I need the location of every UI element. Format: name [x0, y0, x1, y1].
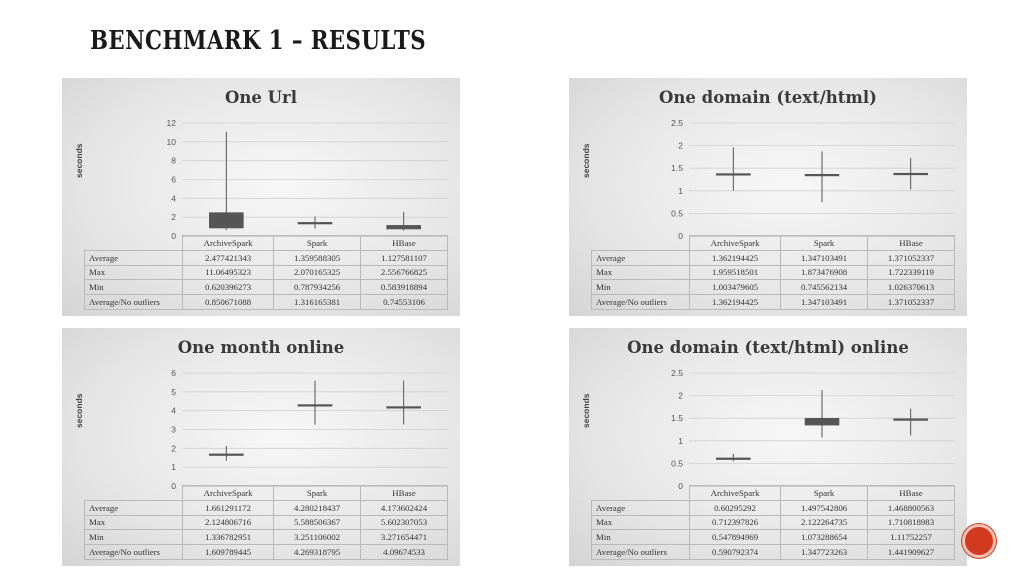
row-label: Average/No outliers: [85, 545, 183, 560]
y-tick-label: 3: [171, 424, 176, 435]
table-cell: 1.347723263: [781, 545, 868, 560]
table-row: [592, 265, 955, 280]
table-cell: 4.09674533: [361, 545, 448, 560]
y-tick-label: 2.5: [671, 368, 683, 378]
column-header: HBase: [361, 486, 448, 501]
table-cell: 4.269318795: [274, 545, 361, 560]
table-cell: 0.583918894: [361, 280, 448, 295]
y-axis-label: seconds: [74, 143, 84, 178]
table-cell: 1.873476908: [781, 265, 868, 280]
row-label: Average: [592, 250, 690, 265]
data-table: [591, 235, 955, 310]
table-cell: 0.787934256: [274, 280, 361, 295]
table-cell: 1.347103491: [781, 250, 868, 265]
row-label: Min: [85, 530, 183, 545]
table-header-row: [85, 236, 448, 251]
table-row: [592, 500, 955, 515]
y-tick-label: 10: [166, 136, 176, 147]
table-cell: 0.745562134: [781, 280, 868, 295]
table-cell: 5.602307053: [361, 515, 448, 530]
table-cell: 0.620396273: [183, 280, 274, 295]
table-cell: 1.371052337: [868, 250, 955, 265]
table-cell: 1.661291172: [183, 500, 274, 515]
table-cell: 0.712397826: [690, 515, 781, 530]
row-label: Average/No outliers: [85, 295, 183, 310]
table-cell: 1.722339119: [868, 265, 955, 280]
table-cell: 1.362194425: [690, 295, 781, 310]
box-mark: [298, 405, 332, 407]
column-header: ArchiveSpark: [183, 236, 274, 251]
table-cell: 2.070165325: [274, 265, 361, 280]
box-mark: [387, 407, 421, 409]
row-label: Min: [592, 530, 690, 545]
table-cell: 1.347103491: [781, 295, 868, 310]
y-axis-label: seconds: [581, 143, 591, 178]
y-tick-label: 6: [171, 368, 176, 378]
y-tick-label: 0.5: [671, 208, 683, 219]
row-label: Max: [85, 515, 183, 530]
column-header: ArchiveSpark: [183, 486, 274, 501]
table-row: [85, 500, 448, 515]
table-cell: 1.073288654: [781, 530, 868, 545]
box-mark: [716, 174, 750, 176]
data-table: [84, 485, 448, 560]
table-row: [592, 545, 955, 560]
y-tick-label: 2: [678, 390, 683, 401]
y-tick-label: 1: [171, 462, 176, 473]
table-cell: 4.280218437: [274, 500, 361, 515]
table-cell: 1.959518501: [690, 265, 781, 280]
box-mark: [716, 458, 750, 460]
table-cell: 1.336782951: [183, 530, 274, 545]
y-tick-label: 0.5: [671, 458, 683, 469]
column-header: Spark: [274, 486, 361, 501]
y-tick-label: 2: [678, 140, 683, 151]
table-corner-cell: [85, 486, 183, 501]
slide-title: BENCHMARK 1 – RESULTS: [90, 26, 427, 56]
table-row: [85, 295, 448, 310]
table-cell: 11.06495323: [183, 265, 274, 280]
column-header: ArchiveSpark: [690, 236, 781, 251]
row-label: Average/No outliers: [592, 545, 690, 560]
box-mark: [894, 419, 928, 421]
table-row: [592, 280, 955, 295]
column-header: HBase: [868, 486, 955, 501]
table-row: [592, 250, 955, 265]
table-cell: 1.127581107: [361, 250, 448, 265]
row-label: Min: [592, 280, 690, 295]
table-cell: 0.60295292: [690, 500, 781, 515]
chart-panel-one-domain-online: [569, 328, 967, 566]
table-header-row: [592, 486, 955, 501]
y-tick-label: 0: [171, 481, 176, 491]
column-header: HBase: [361, 236, 448, 251]
chart-title: One Url: [225, 88, 297, 107]
table-cell: 0.547894969: [690, 530, 781, 545]
table-cell: 2.124806716: [183, 515, 274, 530]
table-cell: 0.590792374: [690, 545, 781, 560]
table-cell: 2.122264735: [781, 515, 868, 530]
box-mark: [387, 225, 421, 229]
data-table: [591, 485, 955, 560]
table-cell: 2.556766825: [361, 265, 448, 280]
y-tick-label: 1: [678, 435, 683, 446]
y-axis-label: seconds: [581, 393, 591, 428]
y-tick-label: 1.5: [671, 163, 683, 174]
box-mark: [209, 454, 243, 456]
y-tick-label: 2: [171, 443, 176, 454]
chart-panel-one-month-online: [62, 328, 460, 566]
box-mark: [805, 174, 839, 176]
table-cell: 1.362194425: [690, 250, 781, 265]
table-row: [85, 250, 448, 265]
y-axis-label: seconds: [74, 393, 84, 428]
y-tick-label: 0: [171, 231, 176, 241]
y-tick-label: 8: [171, 155, 176, 166]
row-label: Min: [85, 280, 183, 295]
data-table: [84, 235, 448, 310]
y-tick-label: 2: [171, 212, 176, 223]
y-tick-label: 4: [171, 405, 176, 416]
table-cell: 5.588506367: [274, 515, 361, 530]
table-row: [592, 515, 955, 530]
column-header: HBase: [868, 236, 955, 251]
row-label: Average/No outliers: [592, 295, 690, 310]
table-cell: 1.316165381: [274, 295, 361, 310]
table-cell: 1.359588305: [274, 250, 361, 265]
row-label: Max: [592, 265, 690, 280]
box-mark: [298, 222, 332, 224]
table-cell: 1.441909627: [868, 545, 955, 560]
table-row: [85, 280, 448, 295]
table-header-row: [592, 236, 955, 251]
table-cell: 1.497542806: [781, 500, 868, 515]
table-cell: 0.850671088: [183, 295, 274, 310]
column-header: Spark: [274, 236, 361, 251]
chart-panel-one-domain: [569, 78, 967, 316]
box-mark: [209, 213, 243, 228]
chart-title: One domain (text/html): [659, 88, 877, 107]
y-tick-label: 1.5: [671, 413, 683, 424]
table-cell: 2.477421343: [183, 250, 274, 265]
table-row: [592, 295, 955, 310]
table-row: [85, 265, 448, 280]
column-header: ArchiveSpark: [690, 486, 781, 501]
table-cell: 1.468800563: [868, 500, 955, 515]
table-cell: 1.609789445: [183, 545, 274, 560]
chart-title: One domain (text/html) online: [627, 338, 909, 357]
y-tick-label: 12: [166, 118, 176, 128]
table-header-row: [85, 486, 448, 501]
column-header: Spark: [781, 486, 868, 501]
box-mark: [805, 418, 839, 425]
y-tick-label: 0: [678, 231, 683, 241]
y-tick-label: 5: [171, 386, 176, 397]
table-cell: 1.11752257: [868, 530, 955, 545]
column-header: Spark: [781, 236, 868, 251]
table-row: [85, 530, 448, 545]
table-cell: 4.173602424: [361, 500, 448, 515]
table-cell: 0.74553106: [361, 295, 448, 310]
table-cell: 1.371052337: [868, 295, 955, 310]
y-tick-label: 6: [171, 174, 176, 185]
chart-panel-one-url: [62, 78, 460, 316]
y-tick-label: 2.5: [671, 118, 683, 128]
table-row: [85, 515, 448, 530]
table-corner-cell: [85, 236, 183, 251]
table-cell: 1.003479605: [690, 280, 781, 295]
table-cell: 1.026370613: [868, 280, 955, 295]
table-row: [592, 530, 955, 545]
table-cell: 3.271654471: [361, 530, 448, 545]
row-label: Average: [592, 500, 690, 515]
row-label: Average: [85, 500, 183, 515]
slide-nav-button[interactable]: [962, 524, 996, 558]
y-tick-label: 0: [678, 481, 683, 491]
table-corner-cell: [592, 486, 690, 501]
row-label: Average: [85, 250, 183, 265]
table-cell: 3.251106002: [274, 530, 361, 545]
table-row: [85, 545, 448, 560]
table-corner-cell: [592, 236, 690, 251]
row-label: Max: [592, 515, 690, 530]
chart-title: One month online: [177, 338, 345, 357]
box-mark: [894, 173, 928, 175]
y-tick-label: 4: [171, 193, 176, 204]
table-cell: 1.710818983: [868, 515, 955, 530]
row-label: Max: [85, 265, 183, 280]
y-tick-label: 1: [678, 185, 683, 196]
